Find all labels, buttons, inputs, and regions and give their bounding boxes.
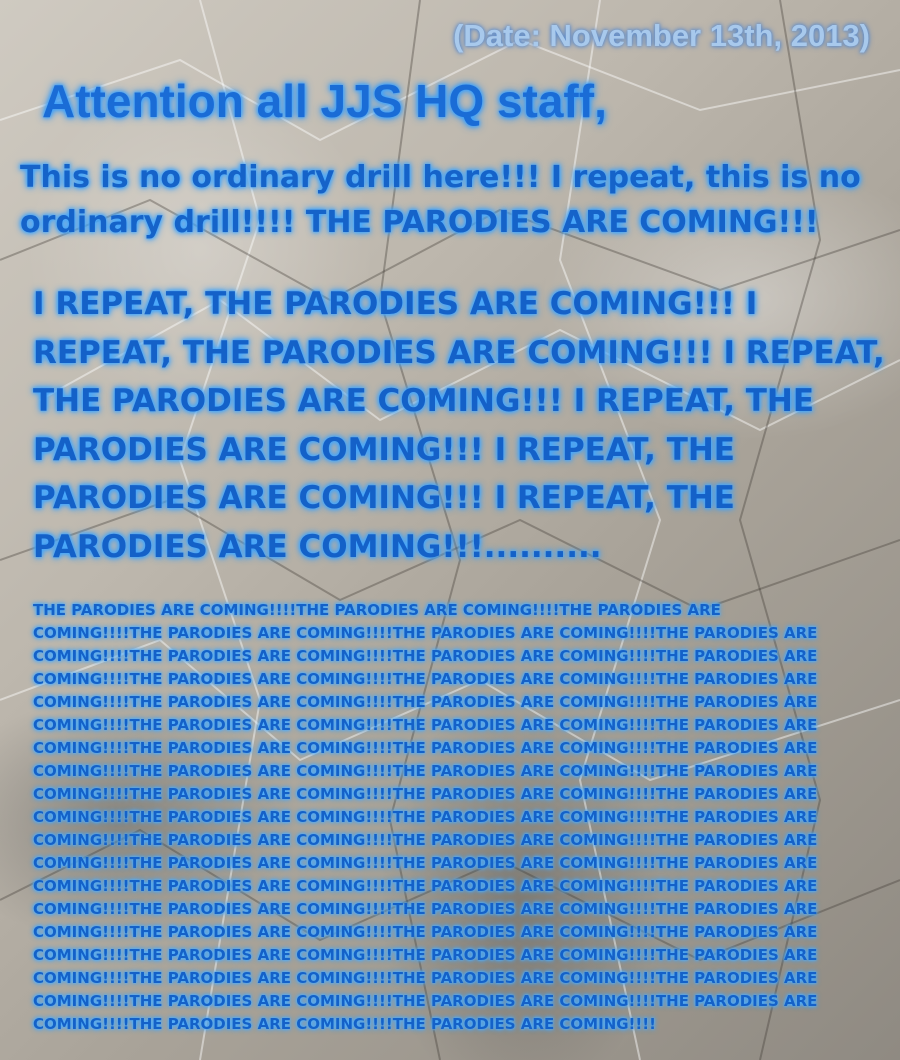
small-line: COMING!!!!THE PARODIES ARE COMING!!!!THE PARODIES ARE COMING!!!!THE PARODIES ARE — [33, 969, 818, 987]
repeat-line: I REPEAT, THE PARODIES ARE COMING!!! I — [33, 286, 758, 322]
small-line: THE PARODIES ARE COMING!!!!THE PARODIES ARE COMING!!!!THE PARODIES ARE — [33, 601, 721, 619]
memo-date: (Date: November 13th, 2013) — [453, 18, 870, 53]
small-line: COMING!!!!THE PARODIES ARE COMING!!!!THE PARODIES ARE COMING!!!!THE PARODIES ARE — [33, 785, 818, 803]
drill-line: This is no ordinary drill here!!! I repeat, this is no — [20, 160, 861, 195]
drill-paragraph — [20, 155, 860, 245]
small-line: COMING!!!!THE PARODIES ARE COMING!!!!THE PARODIES ARE COMING!!!!THE PARODIES ARE — [33, 762, 818, 780]
small-line: COMING!!!!THE PARODIES ARE COMING!!!!THE PARODIES ARE COMING!!!!THE PARODIES ARE — [33, 877, 818, 895]
repeat-line: PARODIES ARE COMING!!!.......... — [33, 528, 602, 565]
small-line: COMING!!!!THE PARODIES ARE COMING!!!!THE PARODIES ARE COMING!!!!THE PARODIES ARE — [33, 900, 818, 918]
repeat-line: PARODIES ARE COMING!!! I REPEAT, THE — [33, 431, 735, 468]
small-line: COMING!!!!THE PARODIES ARE COMING!!!!THE PARODIES ARE COMING!!!!THE PARODIES ARE — [33, 693, 818, 711]
repeat-line: REPEAT, THE PARODIES ARE COMING!!! I REPEAT, — [33, 334, 885, 371]
small-line: COMING!!!!THE PARODIES ARE COMING!!!!THE PARODIES ARE COMING!!!!THE PARODIES ARE — [33, 923, 818, 941]
memo-greeting: Attention all JJS HQ staff, — [42, 75, 607, 127]
small-line: COMING!!!!THE PARODIES ARE COMING!!!!THE PARODIES ARE COMING!!!! — [33, 1015, 656, 1033]
small-line: COMING!!!!THE PARODIES ARE COMING!!!!THE PARODIES ARE COMING!!!!THE PARODIES ARE — [33, 647, 818, 665]
small-line: COMING!!!!THE PARODIES ARE COMING!!!!THE PARODIES ARE COMING!!!!THE PARODIES ARE — [33, 831, 818, 849]
small-line: COMING!!!!THE PARODIES ARE COMING!!!!THE PARODIES ARE COMING!!!!THE PARODIES ARE — [33, 670, 818, 688]
drill-line: ordinary drill!!!! THE PARODIES ARE COMING!!! — [20, 205, 819, 240]
small-line: COMING!!!!THE PARODIES ARE COMING!!!!THE PARODIES ARE COMING!!!!THE PARODIES ARE — [33, 739, 818, 757]
small-repeat-paragraph — [33, 599, 823, 1036]
small-line: COMING!!!!THE PARODIES ARE COMING!!!!THE PARODIES ARE COMING!!!!THE PARODIES ARE — [33, 854, 818, 872]
small-line: COMING!!!!THE PARODIES ARE COMING!!!!THE PARODIES ARE COMING!!!!THE PARODIES ARE — [33, 716, 818, 734]
small-line: COMING!!!!THE PARODIES ARE COMING!!!!THE PARODIES ARE COMING!!!!THE PARODIES ARE — [33, 808, 818, 826]
repeat-line: THE PARODIES ARE COMING!!! I REPEAT, THE — [33, 383, 815, 419]
repeat-paragraph — [33, 280, 885, 571]
repeat-line: PARODIES ARE COMING!!! I REPEAT, THE — [33, 480, 735, 516]
small-line: COMING!!!!THE PARODIES ARE COMING!!!!THE PARODIES ARE COMING!!!!THE PARODIES ARE — [33, 992, 818, 1010]
small-line: COMING!!!!THE PARODIES ARE COMING!!!!THE PARODIES ARE COMING!!!!THE PARODIES ARE — [33, 624, 818, 642]
small-line: COMING!!!!THE PARODIES ARE COMING!!!!THE PARODIES ARE COMING!!!!THE PARODIES ARE — [33, 946, 818, 964]
